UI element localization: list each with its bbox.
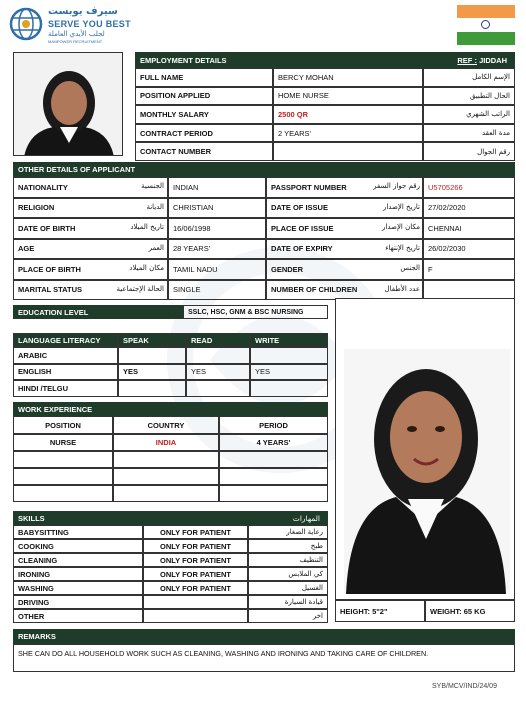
footer-reference-code: SYB/MCV/IND/24/09 xyxy=(432,683,497,690)
skill-value xyxy=(143,609,248,623)
detail-label: DATE OF ISSUE xyxy=(266,198,423,219)
skill-value: ONLY FOR PATIENT xyxy=(143,525,248,539)
skill-name: BABYSITTING xyxy=(13,525,143,539)
detail-label-arabic: تاريخ الإنتهاء xyxy=(385,243,420,252)
detail-label: PLACE OF ISSUE xyxy=(266,218,423,239)
detail-value: TAMIL NADU xyxy=(168,259,266,280)
employment-value: 2 YEARS' xyxy=(273,124,423,143)
skill-name: WASHING xyxy=(13,581,143,595)
employment-label: CONTACT NUMBER xyxy=(135,142,273,161)
skill-name-arabic: الغسيل xyxy=(248,581,328,595)
detail-label: DATE OF BIRTH xyxy=(13,218,168,239)
skill-name: OTHER xyxy=(13,609,143,623)
detail-label-arabic: الجنسية xyxy=(141,182,164,190)
detail-value: 27/02/2020 xyxy=(423,198,515,219)
detail-label: AGE xyxy=(13,239,168,260)
work-position-cell xyxy=(13,485,113,502)
skills-header xyxy=(13,511,328,525)
employment-label-arabic: الحال التطبيق xyxy=(423,87,515,106)
employment-value: HOME NURSE xyxy=(273,87,423,106)
detail-label: MARITAL STATUS xyxy=(13,280,168,301)
detail-label: NATIONALITY xyxy=(13,177,168,198)
work-column-header: COUNTRY xyxy=(113,416,219,434)
employment-label-arabic: الإسم الكامل xyxy=(423,68,515,87)
employment-value: 2500 QR xyxy=(273,105,423,124)
language-column-header: LANGUAGE LITERACY xyxy=(13,333,118,347)
detail-label-arabic: الحالة الإجتماعية xyxy=(116,284,164,293)
employment-label-arabic: الراتب الشهري xyxy=(423,105,515,124)
skill-name-arabic: اخر xyxy=(248,609,328,623)
language-speak-value: YES xyxy=(118,364,186,381)
language-name: ARABIC xyxy=(13,347,118,364)
ref-label: REF : xyxy=(457,55,477,65)
weight-field: WEIGHT: 65 KG xyxy=(425,600,515,622)
remarks-text: SHE CAN DO ALL HOUSEHOLD WORK SUCH AS CLEANING, WASHING AND IRONING AND TAKING CARE OF CHILDREN. xyxy=(13,644,515,672)
employment-label: POSITION APPLIED xyxy=(135,87,273,106)
language-speak-value xyxy=(118,380,186,397)
detail-label: PLACE OF BIRTH xyxy=(13,259,168,280)
work-country-cell xyxy=(113,485,219,502)
language-read-value: YES xyxy=(186,364,250,381)
detail-value: SINGLE xyxy=(168,280,266,301)
detail-label: DATE OF EXPIRY xyxy=(266,239,423,260)
skill-name: DRIVING xyxy=(13,595,143,609)
skills-header-arabic: المهارات xyxy=(292,513,320,523)
employment-label-arabic: مدة العقد xyxy=(423,124,515,143)
language-name: HINDI /TELGU xyxy=(13,380,118,397)
detail-label-arabic: مكان الإصدار xyxy=(382,223,420,231)
skill-value: ONLY FOR PATIENT xyxy=(143,553,248,567)
skill-value xyxy=(143,595,248,609)
detail-value: INDIAN xyxy=(168,177,266,198)
work-period-cell xyxy=(219,468,328,485)
language-read-value xyxy=(186,380,250,397)
skill-value: ONLY FOR PATIENT xyxy=(143,539,248,553)
education-level-value: SSLC, HSC, GNM & BSC NURSING xyxy=(183,305,328,319)
detail-value: CHRISTIAN xyxy=(168,198,266,219)
detail-label-arabic: مكان الميلاد xyxy=(129,264,164,272)
skill-name-arabic: طبخ xyxy=(248,539,328,553)
work-experience-header: WORK EXPERIENCE xyxy=(13,402,328,416)
skill-name-arabic: رعاية الصغار xyxy=(248,525,328,539)
detail-label: NUMBER OF CHILDREN xyxy=(266,280,423,301)
employment-value xyxy=(273,142,423,161)
detail-value: 16/06/1998 xyxy=(168,218,266,239)
brand-name: SERVE YOU BEST xyxy=(48,19,131,29)
skill-name: IRONING xyxy=(13,567,143,581)
other-details-header: OTHER DETAILS OF APPLICANT xyxy=(13,162,515,177)
work-position-cell xyxy=(13,468,113,485)
detail-value: CHENNAI xyxy=(423,218,515,239)
brand-arabic-name: سيرف يوبست xyxy=(48,6,118,17)
brand-logo xyxy=(8,6,138,48)
applicant-photo-small xyxy=(13,52,123,156)
language-name: ENGLISH xyxy=(13,364,118,381)
skill-value: ONLY FOR PATIENT xyxy=(143,567,248,581)
ref-info xyxy=(457,56,507,65)
skills-header-title: SKILLS xyxy=(18,513,45,523)
brand-tagline: MANPOWER RECRUITMENT xyxy=(48,39,103,44)
language-speak-value xyxy=(118,347,186,364)
language-write-value xyxy=(250,347,328,364)
applicant-photo-large xyxy=(335,298,515,600)
skill-name-arabic: كي الملابس xyxy=(248,567,328,581)
skill-name: COOKING xyxy=(13,539,143,553)
detail-value: 26/02/2030 xyxy=(423,239,515,260)
work-position-cell xyxy=(13,451,113,468)
language-column-header: READ xyxy=(186,333,250,347)
employment-header-title: EMPLOYMENT DETAILS xyxy=(140,55,227,65)
employment-value: BERCY MOHAN xyxy=(273,68,423,87)
skill-name-arabic: التنظيف xyxy=(248,553,328,567)
detail-value: U5705266 xyxy=(423,177,515,198)
employment-label: MONTHLY SALARY xyxy=(135,105,273,124)
language-read-value xyxy=(186,347,250,364)
detail-value xyxy=(423,280,515,301)
work-period-cell xyxy=(219,451,328,468)
skill-name-arabic: قيادة السيارة xyxy=(248,595,328,609)
work-country-cell xyxy=(113,451,219,468)
language-write-value xyxy=(250,380,328,397)
work-country-cell xyxy=(113,468,219,485)
brand-arabic-tagline: لجلب الأيدي العاملة xyxy=(48,30,105,38)
employment-label-arabic: رقم الجوال xyxy=(423,142,515,161)
language-write-value: YES xyxy=(250,364,328,381)
skill-name: CLEANING xyxy=(13,553,143,567)
detail-value: F xyxy=(423,259,515,280)
globe-icon xyxy=(8,6,44,42)
detail-label-arabic: رقم جواز السفر xyxy=(373,182,420,190)
detail-label: RELIGION xyxy=(13,198,168,219)
employment-label: CONTRACT PERIOD xyxy=(135,124,273,143)
education-level-label: EDUCATION LEVEL xyxy=(13,305,183,319)
detail-label: PASSPORT NUMBER xyxy=(266,177,423,198)
detail-label-arabic: تاريخ الميلاد xyxy=(130,223,164,231)
language-column-header: WRITE xyxy=(250,333,328,347)
remarks-header: REMARKS xyxy=(13,629,515,644)
detail-value: 28 YEARS' xyxy=(168,239,266,260)
india-flag-icon xyxy=(457,5,515,45)
detail-label-arabic: الجنس xyxy=(400,264,420,272)
detail-label-arabic: العمر xyxy=(148,243,164,252)
work-country-cell: INDIA xyxy=(113,434,219,451)
detail-label-arabic: تاريخ الإصدار xyxy=(382,202,420,211)
employment-label: FULL NAME xyxy=(135,68,273,87)
skill-value: ONLY FOR PATIENT xyxy=(143,581,248,595)
language-column-header: SPEAK xyxy=(118,333,186,347)
ref-value: JIDDAH xyxy=(479,55,507,65)
detail-label: GENDER xyxy=(266,259,423,280)
detail-label-arabic: الديانة xyxy=(146,202,164,211)
work-column-header: PERIOD xyxy=(219,416,328,434)
work-column-header: POSITION xyxy=(13,416,113,434)
detail-label-arabic: عدد الأطفال xyxy=(384,284,420,293)
work-position-cell: NURSE xyxy=(13,434,113,451)
employment-details-header xyxy=(135,52,515,68)
work-period-cell: 4 YEARS' xyxy=(219,434,328,451)
work-period-cell xyxy=(219,485,328,502)
height-field: HEIGHT: 5"2" xyxy=(335,600,425,622)
